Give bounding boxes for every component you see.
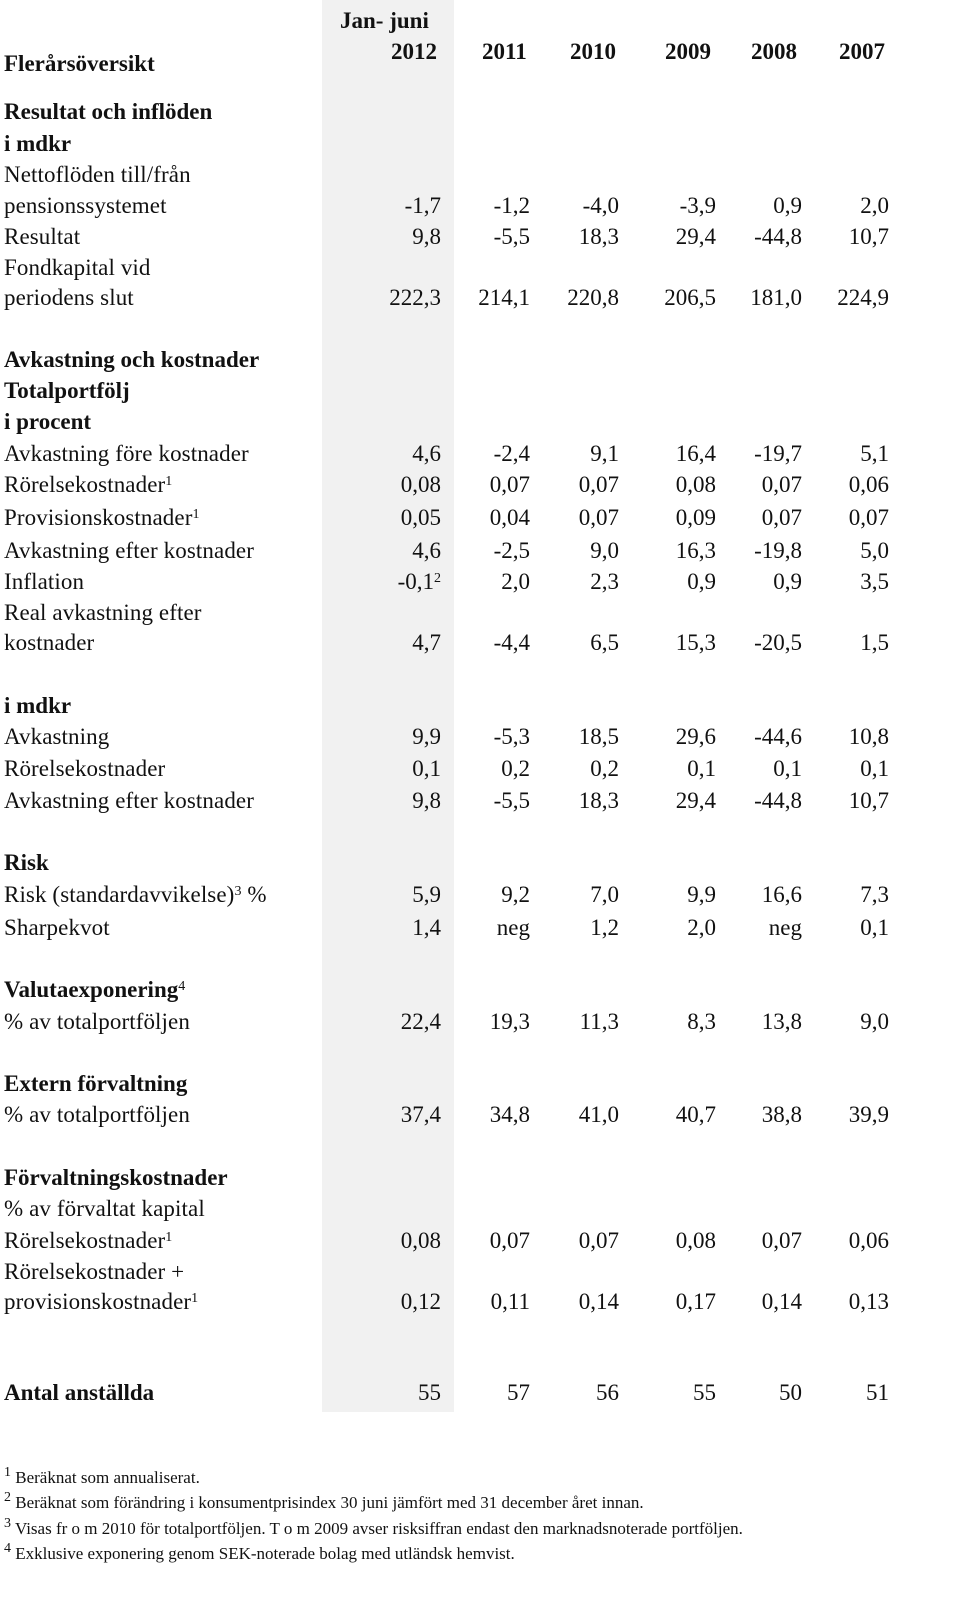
value-cell-2008: 50 — [779, 1380, 802, 1405]
row-label: provisionskostnader$^1$ — [4, 1289, 199, 1314]
value-cell-2008: -44,8 — [754, 224, 802, 249]
value-cell-2010: 0,14 — [578, 1289, 619, 1314]
footnote-ref: 1 — [191, 1291, 199, 1306]
row-label: periodens slut — [4, 285, 134, 310]
section-valuta-title: Valutaexponering$^4$ — [4, 977, 186, 1002]
value-cell-2010: 9,1 — [590, 441, 619, 466]
value-cell-2011: 34,8 — [489, 1102, 530, 1127]
value-cell-2010: -4,0 — [582, 193, 619, 218]
value-cell-2009: 0,9 — [687, 569, 716, 594]
value-cell-2007: 51 — [866, 1380, 889, 1405]
value-cell-2008: 0,9 — [773, 193, 802, 218]
value-cell-2010: 9,0 — [590, 538, 619, 563]
value-cell-2010: 1,2 — [590, 915, 619, 940]
value-cell-2007: 10,8 — [848, 724, 889, 749]
value-cell-2008: -44,6 — [754, 724, 802, 749]
header-2007: 2007 — [839, 39, 885, 64]
value-cell-2009: 55 — [693, 1380, 716, 1405]
value-cell-2007: 0,1 — [860, 756, 889, 781]
value-cell-2009: 0,08 — [675, 1228, 716, 1253]
value-cell-jan-juni-2012: 0,1 — [412, 756, 441, 781]
value-cell-2010: 11,3 — [579, 1009, 619, 1034]
value-cell-2010: 0,07 — [578, 1228, 619, 1253]
header-2010: 2010 — [570, 39, 616, 64]
value-cell-2010: 18,5 — [578, 724, 619, 749]
value-cell-jan-juni-2012: 0,12 — [400, 1289, 441, 1314]
value-cell-2011: 2,0 — [501, 569, 530, 594]
value-cell-jan-juni-2012: 37,4 — [400, 1102, 441, 1127]
section-resultat-unit: i mdkr — [4, 131, 72, 156]
value-cell-jan-juni-2012: 222,3 — [389, 285, 441, 310]
footnote-3: $^3$ Visas fr o m 2010 för totalportföljen. T o m 2009 avser risksiffran endast den marknadsnoterade portföljen. — [4, 1516, 743, 1538]
footnote-1: $^1$ Beräknat som annualiserat. — [4, 1465, 200, 1487]
section-avkastning-sub: Totalportfölj — [4, 378, 130, 403]
value-cell-2009: 0,1 — [687, 756, 716, 781]
value-cell-2011: -4,4 — [493, 630, 530, 655]
value-cell-2007: 0,1 — [860, 915, 889, 940]
section-avkastning-title: Avkastning och kostnader — [4, 347, 260, 372]
value-cell-2010: 18,3 — [578, 788, 619, 813]
section-forv-title: Förvaltningskostnader — [4, 1165, 228, 1190]
value-cell-2011: 0,11 — [490, 1289, 530, 1314]
value-cell-2011: neg — [496, 915, 530, 940]
row-label: Risk (standardavvikelse)$^3$ % — [4, 882, 267, 907]
value-cell-jan-juni-2012: 0,08 — [400, 472, 441, 497]
value-cell-2009: 0,09 — [675, 505, 716, 530]
value-cell-2011: -5,3 — [493, 724, 530, 749]
value-cell-2008: 13,8 — [761, 1009, 802, 1034]
row-label: Rörelsekostnader$^1$ — [4, 472, 173, 497]
value-cell-jan-juni-2012: 9,9 — [412, 724, 441, 749]
value-cell-jan-juni-2012: 4,6 — [412, 441, 441, 466]
value-cell-jan-juni-2012: 0,05 — [400, 505, 441, 530]
row-label: Provisionskostnader$^1$ — [4, 505, 200, 530]
row-label: Avkastning — [4, 724, 110, 749]
section-anstallda-title: Antal anställda — [4, 1380, 155, 1405]
value-cell-2009: 2,0 — [687, 915, 716, 940]
section-forv-sub: % av förvaltat kapital — [4, 1196, 205, 1221]
footnote-ref: 3 — [234, 884, 242, 899]
value-cell-2009: 9,9 — [687, 882, 716, 907]
value-cell-2010: 6,5 — [590, 630, 619, 655]
value-cell-2008: -19,7 — [754, 441, 802, 466]
row-label: Sharpekvot — [4, 915, 110, 940]
value-cell-2008: 0,1 — [773, 756, 802, 781]
value-cell-jan-juni-2012: 4,7 — [412, 630, 441, 655]
footnote-4: $^4$ Exklusive exponering genom SEK-noterade bolag med utländsk hemvist. — [4, 1541, 515, 1563]
value-cell-jan-juni-2012: 22,4 — [400, 1009, 441, 1034]
value-cell-jan-juni-2012: 1,4 — [412, 915, 441, 940]
value-cell-2008: 0,07 — [761, 505, 802, 530]
section-avkastning-unit: i procent — [4, 409, 92, 434]
row-label: Rörelsekostnader$^1$ — [4, 1228, 173, 1253]
row-label: Rörelsekostnader + — [4, 1259, 185, 1284]
value-cell-2011: 57 — [507, 1380, 530, 1405]
value-cell-2008: -44,8 — [754, 788, 802, 813]
value-cell-2011: 0,04 — [489, 505, 530, 530]
value-cell-jan-juni-2012: 0,08 — [400, 1228, 441, 1253]
value-cell-2010: 220,8 — [567, 285, 619, 310]
value-cell-2009: 0,08 — [675, 472, 716, 497]
row-label: Real avkastning efter — [4, 600, 202, 625]
value-cell-2007: 0,07 — [848, 505, 889, 530]
value-cell-2009: 15,3 — [675, 630, 716, 655]
header-2009: 2009 — [665, 39, 711, 64]
value-cell-2007: 10,7 — [848, 788, 889, 813]
value-cell-2007: 7,3 — [860, 882, 889, 907]
value-cell-2011: -1,2 — [493, 193, 530, 218]
value-cell-2010: 41,0 — [578, 1102, 619, 1127]
value-cell-2008: neg — [768, 915, 802, 940]
row-label: kostnader — [4, 630, 95, 655]
value-cell-2009: 29,4 — [675, 224, 716, 249]
value-cell-jan-juni-2012: 9,8 — [412, 224, 441, 249]
value-cell-2010: 0,07 — [578, 472, 619, 497]
value-cell-2011: 0,2 — [501, 756, 530, 781]
row-label: Resultat — [4, 224, 81, 249]
row-label: Rörelsekostnader — [4, 756, 166, 781]
value-cell-2008: -19,8 — [754, 538, 802, 563]
value-cell-jan-juni-2012: 5,9 — [412, 882, 441, 907]
value-cell-2007: 3,5 — [860, 569, 889, 594]
value-cell-2009: 0,17 — [675, 1289, 716, 1314]
section-extern-title: Extern förvaltning — [4, 1071, 188, 1096]
value-cell-2010: 0,2 — [590, 756, 619, 781]
value-cell-2009: 29,6 — [675, 724, 716, 749]
table-title: Flerårsöversikt — [4, 51, 155, 76]
row-label: pensionssystemet — [4, 193, 167, 218]
header-2011: 2011 — [482, 39, 527, 64]
section-resultat-title: Resultat och inflöden — [4, 99, 213, 124]
value-cell-2011: -5,5 — [493, 224, 530, 249]
value-cell-2007: 224,9 — [837, 285, 889, 310]
value-cell-2011: 0,07 — [489, 472, 530, 497]
section-mdkr-title: i mdkr — [4, 693, 72, 718]
section-risk-title: Risk — [4, 850, 49, 875]
value-cell-2009: 16,4 — [675, 441, 716, 466]
value-cell-2009: -3,9 — [679, 193, 716, 218]
value-cell-jan-juni-2012: -1,7 — [404, 193, 441, 218]
value-cell-jan-juni-2012: 55 — [418, 1380, 441, 1405]
footnote-ref: 2 — [434, 571, 441, 586]
value-cell-jan-juni-2012: $-0,1^2$ — [397, 569, 441, 594]
value-cell-2011: 214,1 — [478, 285, 530, 310]
footnote-ref: 4 — [178, 979, 186, 994]
value-cell-2010: 2,3 — [590, 569, 619, 594]
value-cell-2010: 56 — [596, 1380, 619, 1405]
row-label: Nettoflöden till/från — [4, 162, 191, 187]
value-cell-2008: 181,0 — [750, 285, 802, 310]
value-cell-2011: -5,5 — [493, 788, 530, 813]
value-cell-2007: 0,06 — [848, 472, 889, 497]
footnote-2: $^2$ Beräknat som förändring i konsumentprisindex 30 juni jämfört med 31 december året innan. — [4, 1490, 644, 1512]
value-cell-2011: 9,2 — [501, 882, 530, 907]
header-jan-juni: Jan- juni — [340, 8, 429, 33]
value-cell-2009: 206,5 — [664, 285, 716, 310]
value-cell-2008: 0,9 — [773, 569, 802, 594]
row-label: Avkastning efter kostnader — [4, 788, 254, 813]
value-cell-2007: 0,13 — [848, 1289, 889, 1314]
value-cell-2010: 7,0 — [590, 882, 619, 907]
value-cell-2007: 9,0 — [860, 1009, 889, 1034]
row-label: Avkastning före kostnader — [4, 441, 249, 466]
value-cell-jan-juni-2012: 9,8 — [412, 788, 441, 813]
value-cell-2007: 1,5 — [860, 630, 889, 655]
value-cell-2011: 0,07 — [489, 1228, 530, 1253]
value-cell-2008: 0,14 — [761, 1289, 802, 1314]
row-label: Inflation — [4, 569, 85, 594]
value-cell-2007: 39,9 — [848, 1102, 889, 1127]
footnote-ref: 1 — [165, 474, 173, 489]
value-cell-2007: 0,06 — [848, 1228, 889, 1253]
value-cell-2009: 8,3 — [687, 1009, 716, 1034]
value-cell-2011: -2,4 — [493, 441, 530, 466]
value-cell-2009: 40,7 — [675, 1102, 716, 1127]
footnote-ref: 1 — [192, 507, 200, 522]
value-cell-2011: -2,5 — [493, 538, 530, 563]
header-2012: 2012 — [391, 39, 437, 64]
value-cell-2007: 10,7 — [848, 224, 889, 249]
value-cell-2008: 16,6 — [761, 882, 802, 907]
value-cell-2009: 16,3 — [675, 538, 716, 563]
value-cell-2007: 5,0 — [860, 538, 889, 563]
value-cell-2010: 0,07 — [578, 505, 619, 530]
value-cell-2007: 2,0 — [860, 193, 889, 218]
value-cell-2011: 19,3 — [489, 1009, 530, 1034]
row-label: Avkastning efter kostnader — [4, 538, 254, 563]
value-cell-2010: 18,3 — [578, 224, 619, 249]
value-cell-2009: 29,4 — [675, 788, 716, 813]
footnote-ref: 1 — [165, 1230, 173, 1245]
value-cell-2008: -20,5 — [754, 630, 802, 655]
value-cell-2008: 0,07 — [761, 1228, 802, 1253]
value-cell-2008: 38,8 — [761, 1102, 802, 1127]
row-label: Fondkapital vid — [4, 255, 151, 280]
value-cell-jan-juni-2012: 4,6 — [412, 538, 441, 563]
row-label: % av totalportföljen — [4, 1009, 190, 1034]
header-2008: 2008 — [751, 39, 797, 64]
row-label: % av totalportföljen — [4, 1102, 190, 1127]
value-cell-2008: 0,07 — [761, 472, 802, 497]
value-cell-2007: 5,1 — [860, 441, 889, 466]
